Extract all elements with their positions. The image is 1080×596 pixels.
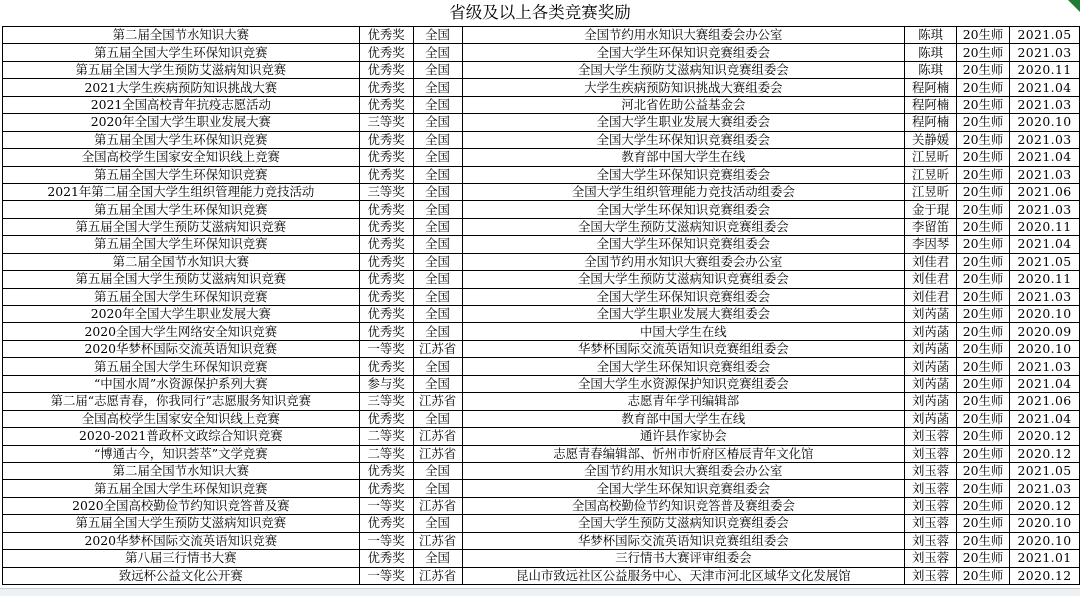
competition-name-cell[interactable]: 2020年全国大学生职业发展大赛 <box>3 114 360 131</box>
award-scope-cell[interactable]: 全国 <box>413 236 462 253</box>
award-level-cell[interactable]: 三等奖 <box>359 114 413 131</box>
student-name-cell[interactable]: 刘玉蓉 <box>905 532 957 549</box>
award-date-cell[interactable]: 2021.04 <box>1010 79 1080 96</box>
award-level-cell[interactable]: 一等奖 <box>359 340 413 357</box>
competition-name-cell[interactable]: 全国高校学生国家安全知识线上竞赛 <box>3 410 360 427</box>
award-scope-cell[interactable]: 全国 <box>413 61 462 78</box>
award-scope-cell[interactable]: 全国 <box>413 271 462 288</box>
table-row <box>3 61 1080 78</box>
award-date-cell[interactable]: 2020.10 <box>1010 532 1080 549</box>
student-name-cell[interactable]: 刘玉蓉 <box>905 497 957 514</box>
organizer-cell[interactable]: 全国大学生环保知识竞赛组委会 <box>462 358 905 375</box>
award-scope-cell[interactable]: 全国 <box>413 515 462 532</box>
student-name-cell[interactable]: 程阿楠 <box>905 79 957 96</box>
student-name-cell[interactable]: 刘玉蓉 <box>905 445 957 462</box>
award-date-cell[interactable]: 2020.10 <box>1010 114 1080 131</box>
organizer-cell[interactable]: 全国大学生水资源保护知识竞赛组委会 <box>462 375 905 392</box>
award-scope-cell[interactable]: 全国 <box>413 114 462 131</box>
table-row <box>3 288 1080 305</box>
award-date-cell[interactable]: 2020.12 <box>1010 567 1080 584</box>
award-scope-cell[interactable]: 全国 <box>413 462 462 479</box>
award-date-cell[interactable]: 2021.03 <box>1010 131 1080 148</box>
organizer-cell[interactable]: 全国大学生环保知识竞赛组委会 <box>462 201 905 218</box>
organizer-cell[interactable]: 志愿青年学刊编辑部 <box>462 393 905 410</box>
table-row <box>3 550 1080 567</box>
student-name-cell[interactable]: 刘玉蓉 <box>905 428 957 445</box>
class-name-cell[interactable]: 20生师 <box>957 201 1010 218</box>
award-date-cell[interactable]: 2021.03 <box>1010 166 1080 183</box>
class-name-cell[interactable]: 20生师 <box>957 61 1010 78</box>
award-level-cell[interactable]: 一等奖 <box>359 532 413 549</box>
award-level-cell[interactable]: 参与奖 <box>359 375 413 392</box>
award-level-cell[interactable]: 二等奖 <box>359 445 413 462</box>
class-name-cell[interactable]: 20生师 <box>957 445 1010 462</box>
competition-name-cell[interactable]: 第五届全国大学生环保知识竞赛 <box>3 480 360 497</box>
award-level-cell[interactable]: 优秀奖 <box>359 96 413 113</box>
competition-name-cell[interactable]: 2020华梦杯国际交流英语知识竞赛 <box>3 340 360 357</box>
award-level-cell[interactable]: 优秀奖 <box>359 61 413 78</box>
award-scope-cell[interactable]: 全国 <box>413 27 462 44</box>
table-row <box>3 44 1080 61</box>
award-scope-cell[interactable]: 全国 <box>413 183 462 200</box>
award-scope-cell[interactable]: 全国 <box>413 410 462 427</box>
award-level-cell[interactable]: 优秀奖 <box>359 166 413 183</box>
table-row <box>3 480 1080 497</box>
award-date-cell[interactable]: 2021.03 <box>1010 480 1080 497</box>
class-name-cell[interactable]: 20生师 <box>957 358 1010 375</box>
student-name-cell[interactable]: 刘芮菡 <box>905 410 957 427</box>
award-date-cell[interactable]: 2020.11 <box>1010 218 1080 235</box>
student-name-cell[interactable]: 刘芮菡 <box>905 306 957 323</box>
table-row <box>3 218 1080 235</box>
student-name-cell[interactable]: 李留笛 <box>905 218 957 235</box>
award-scope-cell[interactable]: 全国 <box>413 218 462 235</box>
class-name-cell[interactable]: 20生师 <box>957 149 1010 166</box>
table-row <box>3 131 1080 148</box>
award-date-cell[interactable]: 2020.11 <box>1010 61 1080 78</box>
award-scope-cell[interactable]: 江苏省 <box>413 532 462 549</box>
student-name-cell[interactable]: 刘玉蓉 <box>905 462 957 479</box>
table-row <box>3 27 1080 44</box>
competition-name-cell[interactable]: 第五届全国大学生环保知识竞赛 <box>3 358 360 375</box>
award-level-cell[interactable]: 优秀奖 <box>359 218 413 235</box>
award-scope-cell[interactable]: 全国 <box>413 358 462 375</box>
award-date-cell[interactable]: 2020.10 <box>1010 306 1080 323</box>
award-scope-cell[interactable]: 江苏省 <box>413 428 462 445</box>
class-name-cell[interactable]: 20生师 <box>957 550 1010 567</box>
award-date-cell[interactable]: 2020.12 <box>1010 428 1080 445</box>
award-level-cell[interactable]: 一等奖 <box>359 497 413 514</box>
award-date-cell[interactable]: 2020.11 <box>1010 271 1080 288</box>
award-date-cell[interactable]: 2020.10 <box>1010 340 1080 357</box>
award-date-cell[interactable]: 2021.03 <box>1010 358 1080 375</box>
award-level-cell[interactable]: 三等奖 <box>359 183 413 200</box>
class-name-cell[interactable]: 20生师 <box>957 114 1010 131</box>
student-name-cell[interactable]: 江昱昕 <box>905 149 957 166</box>
student-name-cell[interactable]: 刘玉蓉 <box>905 567 957 584</box>
award-date-cell[interactable]: 2021.03 <box>1010 201 1080 218</box>
competition-name-cell[interactable]: 第五届全国大学生环保知识竞赛 <box>3 131 360 148</box>
award-level-cell[interactable]: 优秀奖 <box>359 288 413 305</box>
student-name-cell[interactable]: 刘芮菡 <box>905 340 957 357</box>
student-name-cell[interactable]: 江昱昕 <box>905 183 957 200</box>
table-row <box>3 445 1080 462</box>
competition-name-cell[interactable]: 2020华梦杯国际交流英语知识竞赛 <box>3 532 360 549</box>
student-name-cell[interactable]: 金于琨 <box>905 201 957 218</box>
award-scope-cell[interactable]: 江苏省 <box>413 497 462 514</box>
award-scope-cell[interactable]: 全国 <box>413 96 462 113</box>
table-row <box>3 462 1080 479</box>
table-row <box>3 375 1080 392</box>
award-date-cell[interactable]: 2021.04 <box>1010 410 1080 427</box>
award-scope-cell[interactable]: 全国 <box>413 166 462 183</box>
competition-name-cell[interactable]: 2021全国高校青年抗疫志愿活动 <box>3 96 360 113</box>
competition-name-cell[interactable]: 第五届全国大学生预防艾滋病知识竞赛 <box>3 218 360 235</box>
class-name-cell[interactable]: 20生师 <box>957 27 1010 44</box>
student-name-cell[interactable]: 刘玉蓉 <box>905 550 957 567</box>
table-row <box>3 515 1080 532</box>
class-name-cell[interactable]: 20生师 <box>957 428 1010 445</box>
competition-name-cell[interactable]: 致远杯公益文化公开赛 <box>3 567 360 584</box>
organizer-cell[interactable]: 全国大学生预防艾滋病知识竞赛组委会 <box>462 515 905 532</box>
competition-name-cell[interactable]: 2021年第二届全国大学生组织管理能力竞技活动 <box>3 183 360 200</box>
competition-name-cell[interactable]: 第五届全国大学生预防艾滋病知识竞赛 <box>3 271 360 288</box>
class-name-cell[interactable]: 20生师 <box>957 323 1010 340</box>
competition-name-cell[interactable]: 2020全国高校勤俭节约知识竞答普及赛 <box>3 497 360 514</box>
organizer-cell[interactable]: 全国大学生职业发展大赛组委会 <box>462 114 905 131</box>
competition-name-cell[interactable]: 2020年全国大学生职业发展大赛 <box>3 306 360 323</box>
table-row <box>3 79 1080 96</box>
award-level-cell[interactable]: 优秀奖 <box>359 149 413 166</box>
student-name-cell[interactable]: 刘佳君 <box>905 253 957 270</box>
student-name-cell[interactable]: 刘佳君 <box>905 288 957 305</box>
award-scope-cell[interactable]: 江苏省 <box>413 340 462 357</box>
award-scope-cell[interactable]: 全国 <box>413 375 462 392</box>
award-scope-cell[interactable]: 全国 <box>413 149 462 166</box>
class-name-cell[interactable]: 20生师 <box>957 340 1010 357</box>
award-date-cell[interactable]: 2020.12 <box>1010 497 1080 514</box>
student-name-cell[interactable]: 刘玉蓉 <box>905 515 957 532</box>
competition-name-cell[interactable]: 第五届全国大学生环保知识竞赛 <box>3 236 360 253</box>
award-date-cell[interactable]: 2020.12 <box>1010 445 1080 462</box>
competition-name-cell[interactable]: “博通古今，知识荟萃”文学竞赛 <box>3 445 360 462</box>
class-name-cell[interactable]: 20生师 <box>957 44 1010 61</box>
organizer-cell[interactable]: 河北省佐助公益基金会 <box>462 96 905 113</box>
table-row <box>3 532 1080 549</box>
organizer-cell[interactable]: 志愿青春编辑部、忻州市忻府区椿辰青年文化馆 <box>462 445 905 462</box>
competition-name-cell[interactable]: 第五届全国大学生环保知识竞赛 <box>3 44 360 61</box>
award-date-cell[interactable]: 2021.05 <box>1010 27 1080 44</box>
award-level-cell[interactable]: 优秀奖 <box>359 44 413 61</box>
organizer-cell[interactable]: 全国大学生环保知识竞赛组委会 <box>462 131 905 148</box>
organizer-cell[interactable]: 华梦杯国际交流英语知识竞赛组组委会 <box>462 532 905 549</box>
award-scope-cell[interactable]: 全国 <box>413 44 462 61</box>
award-scope-cell[interactable]: 全国 <box>413 253 462 270</box>
class-name-cell[interactable]: 20生师 <box>957 218 1010 235</box>
organizer-cell[interactable]: 通许县作家协会 <box>462 428 905 445</box>
competition-name-cell[interactable]: 2021大学生疾病预防知识挑战大赛 <box>3 79 360 96</box>
class-name-cell[interactable]: 20生师 <box>957 462 1010 479</box>
class-name-cell[interactable]: 20生师 <box>957 532 1010 549</box>
competition-name-cell[interactable]: 第二届“志愿青春，你我同行”志愿服务知识竞赛 <box>3 393 360 410</box>
student-name-cell[interactable]: 陈琪 <box>905 61 957 78</box>
competition-name-cell[interactable]: 第五届全国大学生环保知识竞赛 <box>3 201 360 218</box>
award-level-cell[interactable]: 三等奖 <box>359 393 413 410</box>
competition-name-cell[interactable]: 第二届全国节水知识大赛 <box>3 27 360 44</box>
table-row <box>3 428 1080 445</box>
award-scope-cell[interactable]: 江苏省 <box>413 567 462 584</box>
competition-name-cell[interactable]: 2020-2021普政杯文政综合知识竞赛 <box>3 428 360 445</box>
award-date-cell[interactable]: 2020.10 <box>1010 515 1080 532</box>
award-level-cell[interactable]: 优秀奖 <box>359 79 413 96</box>
class-name-cell[interactable]: 20生师 <box>957 306 1010 323</box>
competition-name-cell[interactable]: 第五届全国大学生预防艾滋病知识竞赛 <box>3 515 360 532</box>
student-name-cell[interactable]: 江昱昕 <box>905 166 957 183</box>
table-row <box>3 236 1080 253</box>
table-row <box>3 253 1080 270</box>
class-name-cell[interactable]: 20生师 <box>957 393 1010 410</box>
award-scope-cell[interactable]: 全国 <box>413 323 462 340</box>
table-row <box>3 201 1080 218</box>
award-level-cell[interactable]: 一等奖 <box>359 567 413 584</box>
student-name-cell[interactable]: 刘芮菡 <box>905 323 957 340</box>
class-name-cell[interactable]: 20生师 <box>957 288 1010 305</box>
competition-name-cell[interactable]: 第五届全国大学生环保知识竞赛 <box>3 288 360 305</box>
organizer-cell[interactable]: 全国大学生环保知识竞赛组委会 <box>462 236 905 253</box>
award-date-cell[interactable]: 2021.05 <box>1010 462 1080 479</box>
class-name-cell[interactable]: 20生师 <box>957 271 1010 288</box>
class-name-cell[interactable]: 20生师 <box>957 567 1010 584</box>
award-level-cell[interactable]: 优秀奖 <box>359 236 413 253</box>
award-scope-cell[interactable]: 全国 <box>413 79 462 96</box>
class-name-cell[interactable]: 20生师 <box>957 497 1010 514</box>
table-row <box>3 114 1080 131</box>
award-date-cell[interactable]: 2021.03 <box>1010 44 1080 61</box>
award-level-cell[interactable]: 优秀奖 <box>359 306 413 323</box>
student-name-cell[interactable]: 程阿楠 <box>905 114 957 131</box>
student-name-cell[interactable]: 刘玉蓉 <box>905 480 957 497</box>
organizer-cell[interactable]: 全国节约用水知识大赛组委会办公室 <box>462 253 905 270</box>
competition-name-cell[interactable]: “中国水周”水资源保护系列大赛 <box>3 375 360 392</box>
competition-name-cell[interactable]: 全国高校学生国家安全知识线上竞赛 <box>3 149 360 166</box>
awards-table <box>2 26 1080 585</box>
table-row <box>3 271 1080 288</box>
award-level-cell[interactable]: 优秀奖 <box>359 410 413 427</box>
student-name-cell[interactable]: 刘芮菡 <box>905 393 957 410</box>
sheet-title: 省级及以上各类竞赛奖励 <box>449 3 631 22</box>
award-date-cell[interactable]: 2021.03 <box>1010 288 1080 305</box>
organizer-cell[interactable]: 全国节约用水知识大赛组委会办公室 <box>462 27 905 44</box>
organizer-cell[interactable]: 中国大学生在线 <box>462 323 905 340</box>
award-scope-cell[interactable]: 全国 <box>413 131 462 148</box>
award-level-cell[interactable]: 优秀奖 <box>359 131 413 148</box>
table-row <box>3 306 1080 323</box>
class-name-cell[interactable]: 20生师 <box>957 375 1010 392</box>
award-scope-cell[interactable]: 全国 <box>413 550 462 567</box>
table-row <box>3 166 1080 183</box>
award-date-cell[interactable]: 2021.04 <box>1010 236 1080 253</box>
class-name-cell[interactable]: 20生师 <box>957 515 1010 532</box>
award-scope-cell[interactable]: 江苏省 <box>413 445 462 462</box>
organizer-cell[interactable]: 全国大学生环保知识竞赛组委会 <box>462 288 905 305</box>
competition-name-cell[interactable]: 第二届全国节水知识大赛 <box>3 253 360 270</box>
award-scope-cell[interactable]: 全国 <box>413 201 462 218</box>
student-name-cell[interactable]: 李因琴 <box>905 236 957 253</box>
organizer-cell[interactable]: 全国大学生预防艾滋病知识竞赛组委会 <box>462 218 905 235</box>
award-scope-cell[interactable]: 全国 <box>413 480 462 497</box>
table-row <box>3 393 1080 410</box>
award-level-cell[interactable]: 优秀奖 <box>359 271 413 288</box>
class-name-cell[interactable]: 20生师 <box>957 96 1010 113</box>
award-date-cell[interactable]: 2021.06 <box>1010 393 1080 410</box>
class-name-cell[interactable]: 20生师 <box>957 480 1010 497</box>
table-row <box>3 149 1080 166</box>
competition-name-cell[interactable]: 第五届全国大学生预防艾滋病知识竞赛 <box>3 61 360 78</box>
class-name-cell[interactable]: 20生师 <box>957 253 1010 270</box>
organizer-cell[interactable]: 昆山市致远社区公益服务中心、天津市河北区域华文化发展馆 <box>462 567 905 584</box>
table-row <box>3 567 1080 584</box>
table-row <box>3 183 1080 200</box>
award-date-cell[interactable]: 2021.04 <box>1010 149 1080 166</box>
organizer-cell[interactable]: 教育部中国大学生在线 <box>462 149 905 166</box>
award-date-cell[interactable]: 2021.01 <box>1010 550 1080 567</box>
student-name-cell[interactable]: 陈琪 <box>905 27 957 44</box>
organizer-cell[interactable]: 全国大学生环保知识竞赛组委会 <box>462 166 905 183</box>
award-date-cell[interactable]: 2021.03 <box>1010 96 1080 113</box>
organizer-cell[interactable]: 三行情书大赛评审组委会 <box>462 550 905 567</box>
competition-name-cell[interactable]: 第二届全国节水知识大赛 <box>3 462 360 479</box>
award-date-cell[interactable]: 2021.05 <box>1010 253 1080 270</box>
table-row <box>3 497 1080 514</box>
organizer-cell[interactable]: 全国大学生职业发展大赛组委会 <box>462 306 905 323</box>
organizer-cell[interactable]: 全国大学生环保知识竞赛组委会 <box>462 44 905 61</box>
student-name-cell[interactable]: 刘芮菡 <box>905 358 957 375</box>
student-name-cell[interactable]: 刘佳君 <box>905 271 957 288</box>
competition-name-cell[interactable]: 第八届三行情书大赛 <box>3 550 360 567</box>
table-row <box>3 96 1080 113</box>
class-name-cell[interactable]: 20生师 <box>957 79 1010 96</box>
award-level-cell[interactable]: 优秀奖 <box>359 323 413 340</box>
award-date-cell[interactable]: 2021.06 <box>1010 183 1080 200</box>
class-name-cell[interactable]: 20生师 <box>957 183 1010 200</box>
award-scope-cell[interactable]: 全国 <box>413 288 462 305</box>
class-name-cell[interactable]: 20生师 <box>957 236 1010 253</box>
table-row <box>3 410 1080 427</box>
cell-corner-marker <box>1068 0 1080 12</box>
award-date-cell[interactable]: 2021.04 <box>1010 375 1080 392</box>
award-level-cell[interactable]: 优秀奖 <box>359 253 413 270</box>
organizer-cell[interactable]: 全国节约用水知识大赛组委会办公室 <box>462 462 905 479</box>
student-name-cell[interactable]: 关静媛 <box>905 131 957 148</box>
award-level-cell[interactable]: 优秀奖 <box>359 201 413 218</box>
class-name-cell[interactable]: 20生师 <box>957 166 1010 183</box>
award-level-cell[interactable]: 二等奖 <box>359 428 413 445</box>
organizer-cell[interactable]: 全国大学生预防艾滋病知识竞赛组委会 <box>462 271 905 288</box>
organizer-cell[interactable]: 教育部中国大学生在线 <box>462 410 905 427</box>
award-level-cell[interactable]: 优秀奖 <box>359 27 413 44</box>
student-name-cell[interactable]: 刘芮菡 <box>905 375 957 392</box>
award-scope-cell[interactable]: 江苏省 <box>413 393 462 410</box>
award-level-cell[interactable]: 优秀奖 <box>359 515 413 532</box>
class-name-cell[interactable]: 20生师 <box>957 410 1010 427</box>
competition-name-cell[interactable]: 第五届全国大学生环保知识竞赛 <box>3 166 360 183</box>
award-scope-cell[interactable]: 全国 <box>413 306 462 323</box>
organizer-cell[interactable]: 全国大学生组织管理能力竞技活动组委会 <box>462 183 905 200</box>
class-name-cell[interactable]: 20生师 <box>957 131 1010 148</box>
awards-table-body <box>3 27 1080 585</box>
award-date-cell[interactable]: 2020.09 <box>1010 323 1080 340</box>
student-name-cell[interactable]: 陈琪 <box>905 44 957 61</box>
student-name-cell[interactable]: 程阿楠 <box>905 96 957 113</box>
table-row <box>3 340 1080 357</box>
award-level-cell[interactable]: 优秀奖 <box>359 462 413 479</box>
table-row <box>3 358 1080 375</box>
award-level-cell[interactable]: 优秀奖 <box>359 550 413 567</box>
organizer-cell[interactable]: 全国高校勤俭节约知识竞答普及赛组委会 <box>462 497 905 514</box>
organizer-cell[interactable]: 华梦杯国际交流英语知识竞赛组组委会 <box>462 340 905 357</box>
organizer-cell[interactable]: 全国大学生环保知识竞赛组委会 <box>462 480 905 497</box>
table-row <box>3 323 1080 340</box>
award-level-cell[interactable]: 优秀奖 <box>359 480 413 497</box>
award-level-cell[interactable]: 优秀奖 <box>359 358 413 375</box>
competition-name-cell[interactable]: 2020全国大学生网络安全知识竞赛 <box>3 323 360 340</box>
organizer-cell[interactable]: 大学生疾病预防知识挑战大赛组委会 <box>462 79 905 96</box>
organizer-cell[interactable]: 全国大学生预防艾滋病知识竞赛组委会 <box>462 61 905 78</box>
